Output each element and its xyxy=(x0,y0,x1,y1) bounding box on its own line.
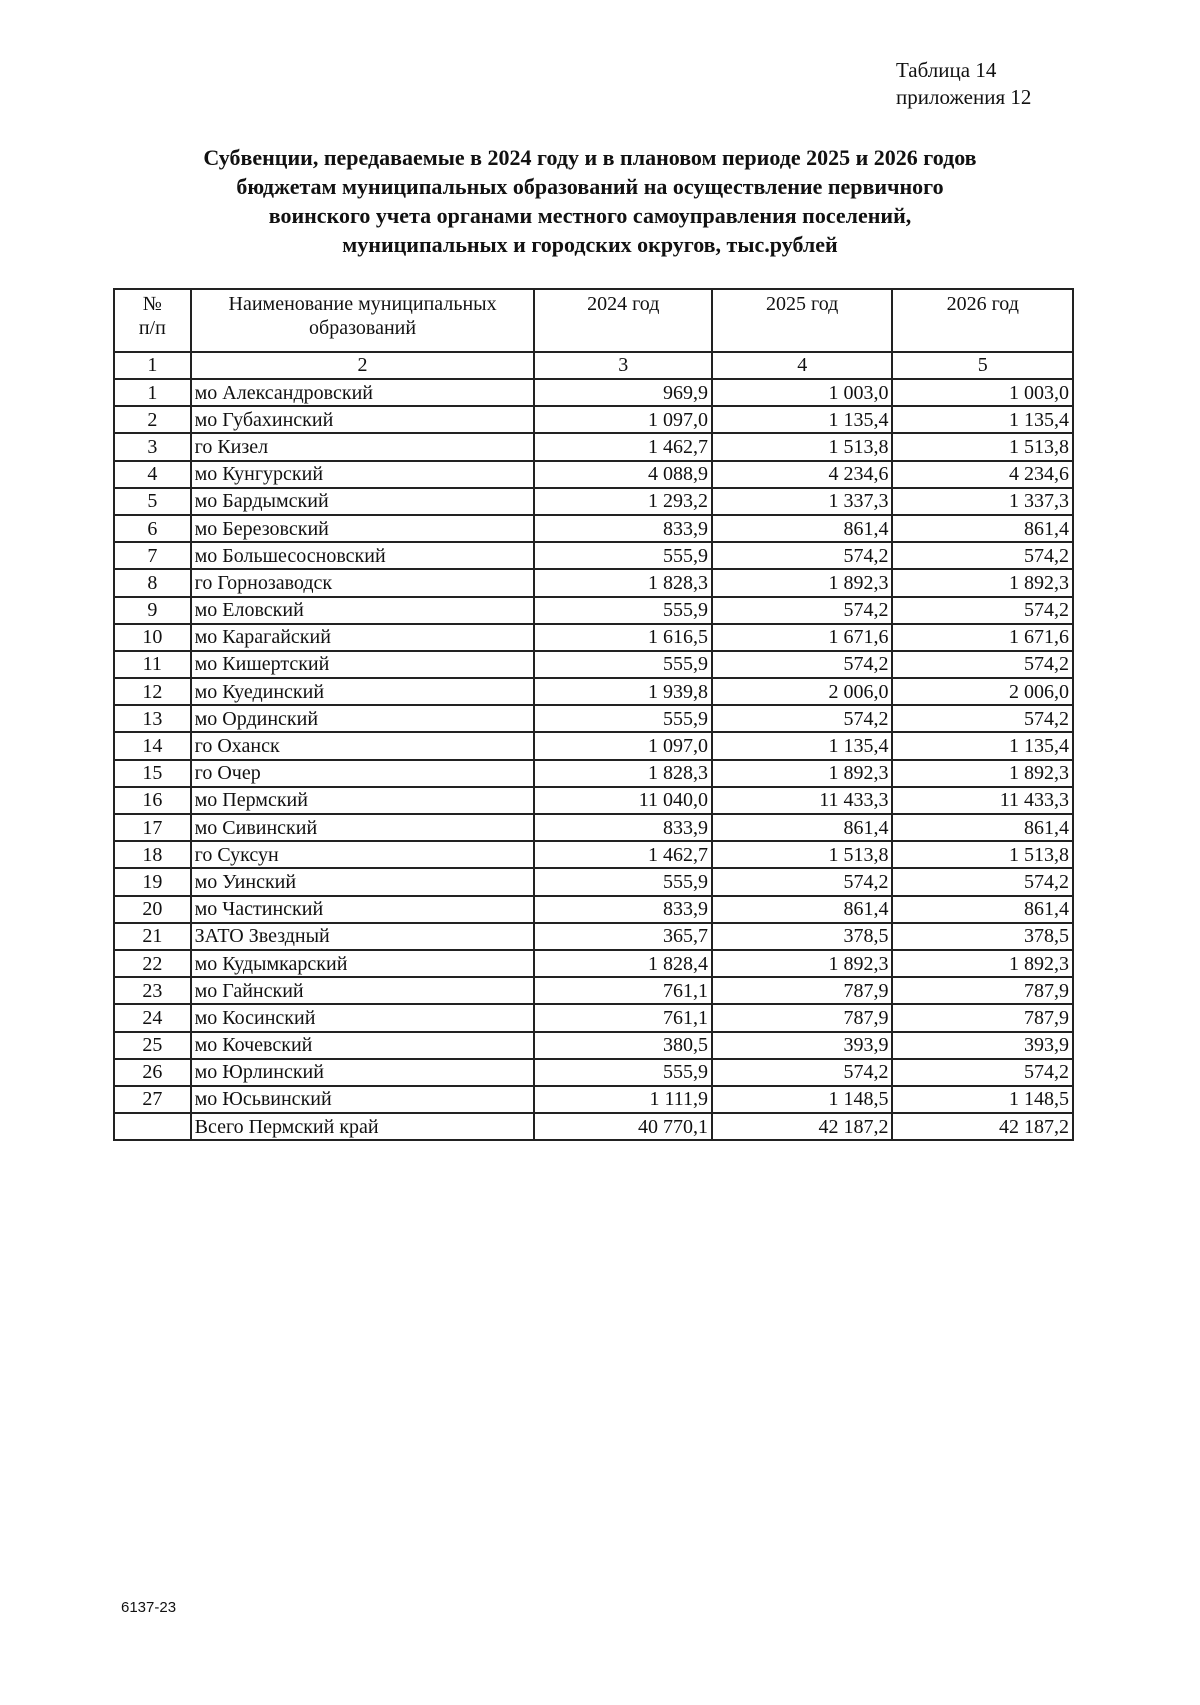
table-row xyxy=(114,868,1073,895)
value-2025: 574,2 xyxy=(712,651,893,678)
column-number: 5 xyxy=(892,352,1073,379)
row-number: 11 xyxy=(114,651,191,678)
value-2025: 574,2 xyxy=(712,705,893,732)
appendix-reference: приложения 12 xyxy=(896,85,1032,109)
value-2026: 1 513,8 xyxy=(892,433,1073,460)
municipality-name: мо Кудымкарский xyxy=(191,950,535,977)
table-row xyxy=(114,787,1073,814)
value-2025: 1 135,4 xyxy=(712,732,893,759)
document-title xyxy=(110,143,1070,259)
table-row xyxy=(114,896,1073,923)
column-header-2025: 2025 год xyxy=(712,289,893,352)
value-2025: 1 892,3 xyxy=(712,569,893,596)
municipality-name: мо Сивинский xyxy=(191,814,535,841)
column-header-2026: 2026 год xyxy=(892,289,1073,352)
document-reference xyxy=(896,57,1031,111)
row-number: 22 xyxy=(114,950,191,977)
value-2024: 11 040,0 xyxy=(534,787,711,814)
value-2025: 378,5 xyxy=(712,923,893,950)
municipality-name: мо Большесосновский xyxy=(191,542,535,569)
value-2026: 574,2 xyxy=(892,597,1073,624)
value-2026: 861,4 xyxy=(892,515,1073,542)
value-2026: 1 135,4 xyxy=(892,406,1073,433)
row-number: 13 xyxy=(114,705,191,732)
value-2026: 393,9 xyxy=(892,1032,1073,1059)
value-2026: 1 337,3 xyxy=(892,488,1073,515)
value-2025: 787,9 xyxy=(712,1004,893,1031)
row-number: 4 xyxy=(114,461,191,488)
value-2024: 761,1 xyxy=(534,1004,711,1031)
row-number: 5 xyxy=(114,488,191,515)
table-row xyxy=(114,1086,1073,1113)
table-row xyxy=(114,406,1073,433)
table-row xyxy=(114,651,1073,678)
value-2025: 1 337,3 xyxy=(712,488,893,515)
column-header-2024: 2024 год xyxy=(534,289,711,352)
value-2026: 1 003,0 xyxy=(892,379,1073,406)
row-number: 18 xyxy=(114,841,191,868)
value-2026: 574,2 xyxy=(892,542,1073,569)
value-2024: 1 462,7 xyxy=(534,433,711,460)
table-row xyxy=(114,379,1073,406)
row-number: 12 xyxy=(114,678,191,705)
table-row xyxy=(114,760,1073,787)
row-number: 24 xyxy=(114,1004,191,1031)
row-number: 8 xyxy=(114,569,191,596)
value-2026: 1 892,3 xyxy=(892,569,1073,596)
value-2024: 1 828,4 xyxy=(534,950,711,977)
total-row xyxy=(114,1113,1073,1140)
municipality-name: мо Ординский xyxy=(191,705,535,732)
row-number: 16 xyxy=(114,787,191,814)
municipality-name: го Суксун xyxy=(191,841,535,868)
table-row xyxy=(114,433,1073,460)
municipality-name: мо Губахинский xyxy=(191,406,535,433)
municipality-name: мо Косинский xyxy=(191,1004,535,1031)
row-number: 14 xyxy=(114,732,191,759)
row-number: 25 xyxy=(114,1032,191,1059)
table-row xyxy=(114,1004,1073,1031)
value-2024: 555,9 xyxy=(534,868,711,895)
municipality-name: Всего Пермский край xyxy=(191,1113,535,1140)
municipality-name: мо Кишертский xyxy=(191,651,535,678)
row-number xyxy=(114,1113,191,1140)
value-2024: 1 293,2 xyxy=(534,488,711,515)
row-number: 6 xyxy=(114,515,191,542)
municipality-name: го Оханск xyxy=(191,732,535,759)
value-2026: 2 006,0 xyxy=(892,678,1073,705)
table-row xyxy=(114,624,1073,651)
value-2024: 1 111,9 xyxy=(534,1086,711,1113)
title-line: Субвенции, передаваемые в 2024 году и в плановом периоде 2025 и 2026 годов xyxy=(203,145,977,170)
value-2026: 861,4 xyxy=(892,896,1073,923)
column-number-row xyxy=(114,352,1073,379)
value-2024: 761,1 xyxy=(534,977,711,1004)
table-row xyxy=(114,705,1073,732)
table-row xyxy=(114,1032,1073,1059)
value-2024: 1 462,7 xyxy=(534,841,711,868)
table-row xyxy=(114,678,1073,705)
value-2025: 574,2 xyxy=(712,1059,893,1086)
document-code: 6137-23 xyxy=(121,1599,177,1616)
value-2026: 574,2 xyxy=(892,1059,1073,1086)
value-2025: 4 234,6 xyxy=(712,461,893,488)
column-number: 3 xyxy=(534,352,711,379)
row-number: 1 xyxy=(114,379,191,406)
municipality-name: мо Юсьвинский xyxy=(191,1086,535,1113)
row-number: 10 xyxy=(114,624,191,651)
value-2025: 574,2 xyxy=(712,597,893,624)
value-2024: 555,9 xyxy=(534,1059,711,1086)
municipality-name: мо Юрлинский xyxy=(191,1059,535,1086)
value-2026: 378,5 xyxy=(892,923,1073,950)
column-number: 1 xyxy=(114,352,191,379)
value-2024: 555,9 xyxy=(534,597,711,624)
value-2024: 1 616,5 xyxy=(534,624,711,651)
municipality-name: мо Кочевский xyxy=(191,1032,535,1059)
value-2025: 1 003,0 xyxy=(712,379,893,406)
value-2026: 1 513,8 xyxy=(892,841,1073,868)
title-line: бюджетам муниципальных образований на осуществление первичного xyxy=(236,174,944,199)
table-row xyxy=(114,542,1073,569)
value-2024: 1 097,0 xyxy=(534,732,711,759)
value-2026: 1 148,5 xyxy=(892,1086,1073,1113)
municipality-name: мо Кунгурский xyxy=(191,461,535,488)
value-2026: 1 892,3 xyxy=(892,950,1073,977)
table-row xyxy=(114,814,1073,841)
table-row xyxy=(114,515,1073,542)
value-2026: 1 671,6 xyxy=(892,624,1073,651)
table-body xyxy=(114,379,1073,1140)
title-line: муниципальных и городских округов, тыс.рублей xyxy=(342,232,838,257)
value-2025: 1 892,3 xyxy=(712,760,893,787)
table-row xyxy=(114,569,1073,596)
municipality-name: го Очер xyxy=(191,760,535,787)
value-2025: 1 671,6 xyxy=(712,624,893,651)
value-2024: 380,5 xyxy=(534,1032,711,1059)
value-2024: 555,9 xyxy=(534,651,711,678)
value-2025: 574,2 xyxy=(712,542,893,569)
value-2024: 833,9 xyxy=(534,896,711,923)
value-2025: 1 148,5 xyxy=(712,1086,893,1113)
municipality-name: го Горнозаводск xyxy=(191,569,535,596)
value-2024: 365,7 xyxy=(534,923,711,950)
value-2026: 42 187,2 xyxy=(892,1113,1073,1140)
table-row xyxy=(114,950,1073,977)
value-2026: 861,4 xyxy=(892,814,1073,841)
municipality-name: мо Уинский xyxy=(191,868,535,895)
row-number: 26 xyxy=(114,1059,191,1086)
row-number: 23 xyxy=(114,977,191,1004)
value-2025: 1 513,8 xyxy=(712,433,893,460)
value-2026: 787,9 xyxy=(892,1004,1073,1031)
header-row xyxy=(114,289,1073,352)
value-2025: 861,4 xyxy=(712,515,893,542)
value-2025: 1 135,4 xyxy=(712,406,893,433)
value-2026: 574,2 xyxy=(892,705,1073,732)
table-row xyxy=(114,977,1073,1004)
municipality-name: мо Еловский xyxy=(191,597,535,624)
subventions-table xyxy=(113,288,1074,1141)
value-2026: 1 892,3 xyxy=(892,760,1073,787)
value-2024: 833,9 xyxy=(534,814,711,841)
table-row xyxy=(114,597,1073,624)
value-2024: 1 828,3 xyxy=(534,760,711,787)
row-number: 15 xyxy=(114,760,191,787)
value-2026: 1 135,4 xyxy=(892,732,1073,759)
column-header-name: Наименование муниципальных образований xyxy=(191,289,535,352)
value-2024: 40 770,1 xyxy=(534,1113,711,1140)
value-2024: 1 097,0 xyxy=(534,406,711,433)
row-number: 2 xyxy=(114,406,191,433)
value-2025: 11 433,3 xyxy=(712,787,893,814)
value-2025: 393,9 xyxy=(712,1032,893,1059)
table-row xyxy=(114,923,1073,950)
row-number: 3 xyxy=(114,433,191,460)
row-number: 9 xyxy=(114,597,191,624)
table-row xyxy=(114,732,1073,759)
municipality-name: мо Бардымский xyxy=(191,488,535,515)
table-row xyxy=(114,488,1073,515)
value-2024: 969,9 xyxy=(534,379,711,406)
municipality-name: мо Александровский xyxy=(191,379,535,406)
value-2025: 1 892,3 xyxy=(712,950,893,977)
value-2025: 574,2 xyxy=(712,868,893,895)
value-2024: 555,9 xyxy=(534,705,711,732)
municipality-name: мо Куединский xyxy=(191,678,535,705)
value-2026: 787,9 xyxy=(892,977,1073,1004)
value-2025: 2 006,0 xyxy=(712,678,893,705)
row-number: 20 xyxy=(114,896,191,923)
column-header-number: № п/п xyxy=(114,289,191,352)
value-2024: 1 939,8 xyxy=(534,678,711,705)
value-2025: 787,9 xyxy=(712,977,893,1004)
row-number: 21 xyxy=(114,923,191,950)
title-line: воинского учета органами местного самоуправления поселений, xyxy=(268,203,912,228)
value-2026: 11 433,3 xyxy=(892,787,1073,814)
municipality-name: ЗАТО Звездный xyxy=(191,923,535,950)
row-number: 19 xyxy=(114,868,191,895)
value-2026: 574,2 xyxy=(892,651,1073,678)
value-2025: 1 513,8 xyxy=(712,841,893,868)
value-2025: 42 187,2 xyxy=(712,1113,893,1140)
municipality-name: мо Карагайский xyxy=(191,624,535,651)
municipality-name: мо Гайнский xyxy=(191,977,535,1004)
value-2024: 833,9 xyxy=(534,515,711,542)
row-number: 27 xyxy=(114,1086,191,1113)
value-2026: 4 234,6 xyxy=(892,461,1073,488)
value-2024: 555,9 xyxy=(534,542,711,569)
row-number: 17 xyxy=(114,814,191,841)
municipality-name: мо Пермский xyxy=(191,787,535,814)
value-2024: 1 828,3 xyxy=(534,569,711,596)
column-number: 2 xyxy=(191,352,535,379)
value-2025: 861,4 xyxy=(712,814,893,841)
table-reference: Таблица 14 xyxy=(896,58,997,82)
row-number: 7 xyxy=(114,542,191,569)
value-2026: 574,2 xyxy=(892,868,1073,895)
table-row xyxy=(114,1059,1073,1086)
municipality-name: мо Березовский xyxy=(191,515,535,542)
value-2025: 861,4 xyxy=(712,896,893,923)
municipality-name: го Кизел xyxy=(191,433,535,460)
value-2024: 4 088,9 xyxy=(534,461,711,488)
column-number: 4 xyxy=(712,352,893,379)
table-row xyxy=(114,841,1073,868)
municipality-name: мо Частинский xyxy=(191,896,535,923)
table-row xyxy=(114,461,1073,488)
